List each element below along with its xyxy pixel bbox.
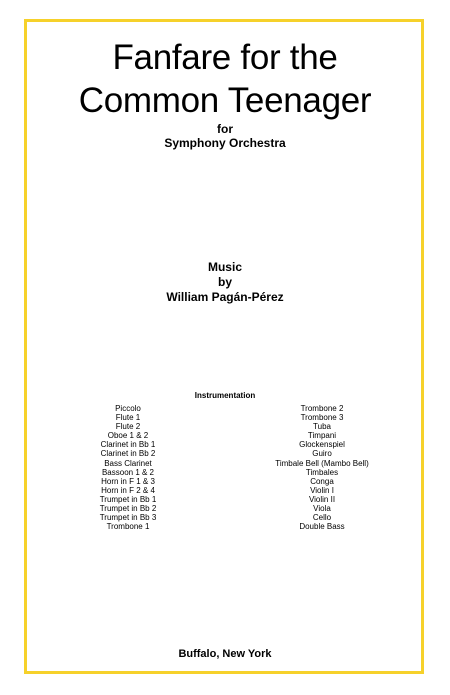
music-label: Music [207,260,242,274]
instrument-item: Trombone 2 [300,404,344,413]
instrument-item: Violin I [310,485,334,495]
composer-name: William Pagán-Pérez [166,290,284,304]
title-line-2: Common Teenager [78,81,372,120]
instrument-item: Trumpet in Bb 2 [99,504,157,514]
instrument-item: Timbale Bell (Mambo Bell) [275,458,369,468]
instrument-item: Oboe 1 & 2 [107,431,149,441]
instrument-item: Timbales [305,467,339,477]
instrument-item: Bass Clarinet [104,458,152,468]
instrument-item: Double Bass [299,522,345,532]
page-title [0,36,450,122]
instrument-item: Conga [310,476,334,486]
title-line-1: Fanfare for the [112,38,338,77]
by-label: by [217,275,232,289]
instrumentation-heading: Instrumentation [194,391,256,400]
instrument-item: Timpani [307,431,337,441]
instrument-item: Glockenspiel [299,440,345,450]
instrument-item: Horn in F 2 & 4 [101,485,155,495]
instrument-item: Violin II [308,494,336,504]
instrument-item: Trumpet in Bb 3 [99,513,157,523]
instrument-list-right [242,404,402,531]
instrument-item: Viola [313,504,331,514]
instrument-item: Piccolo [115,404,141,413]
instrument-item: Cello [312,513,332,523]
instrument-item: Flute 1 [115,413,141,423]
instrument-item: Bassoon 1 & 2 [101,467,155,477]
instrument-item: Trombone 1 [106,522,150,532]
instrument-item: Flute 2 [115,422,141,432]
ensemble-subtitle: Symphony Orchestra [164,136,286,150]
instrument-item: Guiro [312,449,332,459]
instrument-item: Tuba [313,422,331,432]
instrument-item: Trumpet in Bb 1 [99,494,157,504]
for-label: for [217,122,233,136]
instrument-item: Horn in F 1 & 3 [101,476,155,486]
instrument-item: Clarinet in Bb 2 [100,449,156,459]
location-text: Buffalo, New York [178,648,272,660]
credits-block [0,260,450,305]
instrument-item: Trombone 3 [300,413,344,423]
instrument-item: Clarinet in Bb 1 [100,440,156,450]
instrument-list-left [48,404,208,531]
